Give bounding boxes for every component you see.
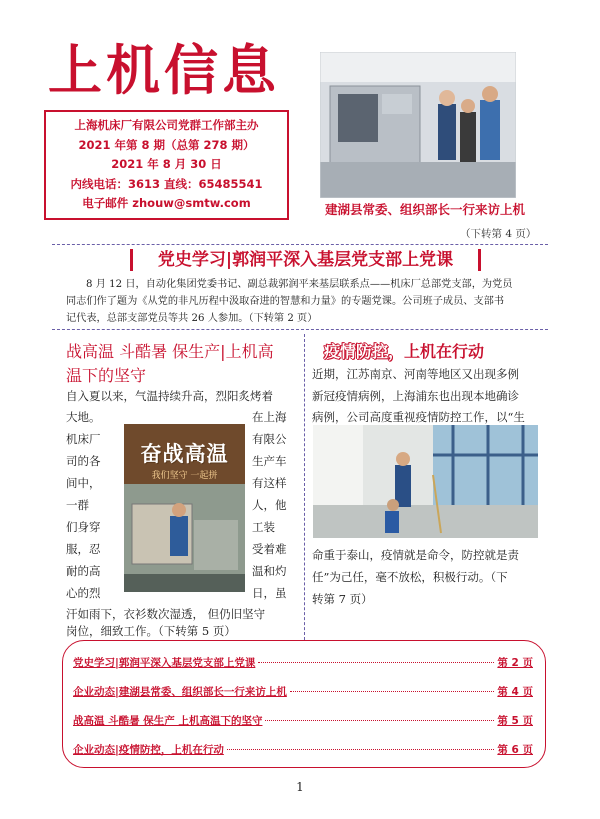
- toc-item[interactable]: [73, 684, 533, 699]
- phone-line: 内线电话：3613 直线：65485541: [70, 176, 263, 191]
- article3-continue[interactable]: 转第 7 页）: [312, 592, 373, 606]
- toc-item-page: 第 4 页: [497, 686, 533, 698]
- toc-leader: [227, 749, 495, 750]
- masthead-title: 上机信息: [48, 39, 280, 102]
- article2-fragment: 间中，: [66, 476, 101, 490]
- article2-poster-photo: [124, 424, 245, 592]
- email-line: 电子邮件 zhouw@smtw.com: [82, 196, 251, 210]
- toc-leader: [265, 720, 494, 721]
- article2-fragment: 日，虽: [252, 586, 287, 600]
- poster-subtitle: 我们坚守 一起拼: [151, 471, 218, 481]
- article2-fragment: 有限公: [252, 432, 287, 446]
- article2-title: 战高温 斗酷暑 保生产|上机高温下的坚守: [66, 342, 274, 385]
- article1-line: 8 月 12 日，自动化集团党委书记、副总裁郭润平来基层联系点——机床厂总部党支部，为党员: [86, 279, 513, 290]
- article2-fragment: 人，他: [252, 498, 287, 512]
- toc-item-label: 企业动态|建湖县常委、组织部长一行来访上机: [73, 686, 287, 698]
- article3-title-rest: 上机在行动: [404, 342, 485, 361]
- article2-fragment: 耐的高: [66, 564, 101, 578]
- toc-leader: [290, 691, 495, 692]
- toc-item-label: 战高温 斗酷暑 保生产 上机高温下的坚守: [73, 715, 263, 727]
- masthead-info-box: [44, 110, 289, 220]
- article2-line: 大地。: [66, 410, 101, 424]
- article3-line: 任”为己任，毫不放松，积极行动。（下: [312, 570, 508, 584]
- article2-fragment: 司的各: [66, 454, 101, 468]
- article1-line: 记代表，总部支部党员等共 26 人参加。（下转第 2 页）: [66, 313, 318, 324]
- article1-title: 党史学习|郭润平深入基层党支部上党课: [130, 249, 481, 271]
- article3-line: 命重于泰山，疫情就是命令，防控就是责: [312, 548, 519, 562]
- article3-line: 病例，公司高度重视疫情防控工作，以“生: [312, 410, 525, 424]
- toc-item[interactable]: [73, 655, 533, 670]
- toc-leader: [258, 662, 494, 663]
- article2-fragment: 温和灼: [252, 564, 287, 578]
- article1-body: [66, 276, 542, 327]
- article2-fragment: 一群: [66, 498, 89, 512]
- section-divider: [52, 244, 548, 245]
- toc-item[interactable]: [73, 742, 533, 757]
- column-divider: [304, 334, 305, 640]
- article2-line: 汗如雨下，衣衫数次湿透， 但仍旧坚守: [66, 607, 266, 621]
- issue-line: 2021 年第 8 期（总第 278 期）: [78, 137, 255, 152]
- article3-title-highlight: 疫情防控，: [324, 342, 405, 361]
- article2-fragment: 机床厂: [66, 432, 101, 446]
- publisher-line: 上海机床厂有限公司党群工作部主办: [74, 118, 259, 132]
- article2-continue[interactable]: 岗位，细致工作。（下转第 5 页）: [66, 624, 236, 638]
- toc-item-page: 第 2 页: [497, 657, 533, 669]
- toc-item-label: 党史学习|郭润平深入基层党支部上党课: [73, 657, 256, 669]
- article3-line: 近期，江苏南京、河南等地区又出现多例: [312, 367, 519, 381]
- article2-fragment: 们身穿: [66, 520, 101, 534]
- article2-fragment: 服，忍: [66, 542, 101, 556]
- toc-item[interactable]: [73, 713, 533, 728]
- article2-fragment: 心的烈: [66, 586, 101, 600]
- toc-item-page: 第 6 页: [497, 744, 533, 756]
- article2-fragment: 生产车: [252, 454, 287, 468]
- top-photo: [320, 52, 516, 198]
- section-divider: [52, 329, 548, 330]
- toc-item-page: 第 5 页: [497, 715, 533, 727]
- article2-fragment: 有这样: [252, 476, 287, 490]
- top-story-continue[interactable]: （下转第 4 页）: [460, 228, 537, 240]
- article2-line: 自入夏以来，气温持续升高，烈阳炙烤着: [66, 389, 273, 403]
- article3-photo: [313, 425, 538, 538]
- poster-title: 奋战高温: [140, 442, 229, 466]
- article2-fragment: 在上海: [252, 410, 287, 424]
- article3-title: [324, 340, 524, 364]
- top-photo-caption: 建湖县常委、组织部长一行来访上机: [324, 202, 525, 217]
- toc-item-label: 企业动态|疫情防控，上机在行动: [73, 744, 224, 756]
- article3-line: 新冠疫情病例，上海浦东也出现本地确诊: [312, 389, 519, 403]
- article1-line: 同志们作了题为《从党的非凡历程中汲取奋进的智慧和力量》的专题党课。公司班子成员、支部书: [66, 296, 505, 307]
- page-number: 1: [296, 780, 304, 794]
- article2-fragment: 工装: [252, 520, 275, 534]
- table-of-contents: [62, 640, 546, 768]
- article2-fragment: 受着难: [252, 542, 287, 556]
- date-line: 2021 年 8 月 30 日: [111, 157, 222, 171]
